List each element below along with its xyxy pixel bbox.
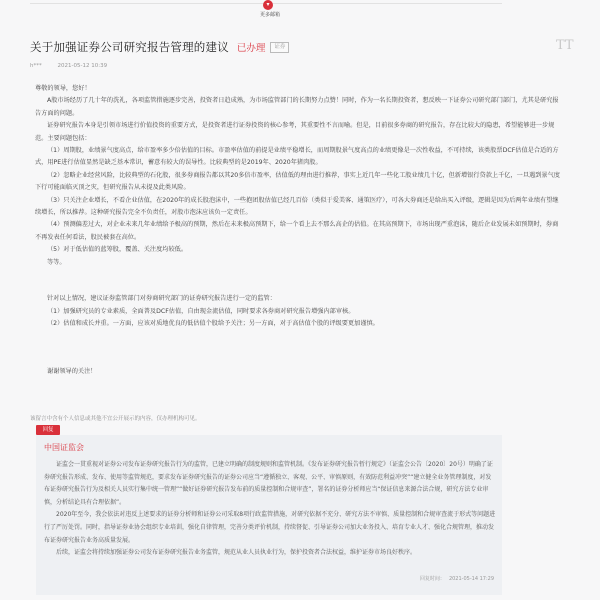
closing: 谢谢领导的关注！ xyxy=(47,368,97,376)
paragraph: （5）对于低估值的蓝筹股，覆盖、关注度均较低。 xyxy=(47,246,188,254)
paragraph: A股市场经历了几十年的洗礼，各项监管措施逐步完善，投资者日趋成熟，为市场监管部门的长期努力点赞！同时，作为一名长期投资者，想反映一下证券公司研究部门部门，尤其是研究报告方面的问题。 xyxy=(35,97,559,117)
reply-body xyxy=(44,459,496,560)
reply-paragraph: 2020年至今，我会依法对违反上述要求的证券分析师和证券公司采取8项行政监管措施，对研究依据不充分、研究方法不审慎、质量控制和合规审查流于形式等问题进行了严厉处罚。同时，指导证券业协会组织专业培训，强化自律管理，完善分类评价机制，持续督促、引导证券公司加大业务投入、培育专业人才、强化合规管理，推动发布证券研究报告业务高质量发展。 xyxy=(44,511,496,544)
reply-time xyxy=(420,575,494,582)
reply-time-value: 2021-05-14 17:29 xyxy=(448,576,494,582)
reply-paragraph: 后续，证监会将持续加强证券公司发布证券研究报告业务监管，规范从业人员执业行为，保护投资者合法权益，维护证券市场良好秩序。 xyxy=(56,549,417,557)
message-body xyxy=(35,83,560,379)
page-title: 关于加强证券公司研究报告管理的建议 xyxy=(30,40,229,54)
more-label[interactable]: 更多邮箱 xyxy=(259,12,280,18)
paragraph: 等等。 xyxy=(47,258,66,266)
category-tag[interactable]: 证券 xyxy=(270,42,289,53)
paragraph: （1）周期股，业绩景气度高点，给市盈率多少倍估值的目标。市盈率估值的前提是业绩平稳增长，而周期股景气度高点的业绩更像是一次性收益，不可持续，该类股票DCF估值是合适的方式，用PE进行估值显然是缺乏基本常识，蓄意有较大的误导性。比较典型的是2019年、2020年猪肉股。 xyxy=(35,147,559,167)
font-size-icon[interactable]: TT xyxy=(556,38,574,53)
reply-organization: 中国证监会 xyxy=(44,443,84,452)
timestamp: 2021-05-12 10:39 xyxy=(57,63,108,69)
paragraph: （4）预测偏差过大，对企业未来几年业绩给予极高的预期，然后在未来极高预期下，给一个看上去不那么高企的估值。在其高预期下，市场出现严重泡沫，随后企业发展未如预期时，券商不再发表任何看法，股民被套在高位。 xyxy=(35,221,559,241)
suggestion-item: （2）估值和成长并重。一方面，应该对质地优良的低估值个股给予关注；另一方面，对于高估值个股的评级要更加谨慎。 xyxy=(47,319,379,327)
paragraph: 证券研究报告本身是引领市场进行价值投资的重要方式，是投资者进行证券投资的核心参考，其重要性不言而喻。但是，目前很多券商的研究报告，存在比较大的隐患，希望能够进一步规范。主要问题包括： xyxy=(35,122,555,142)
paragraph: （3）只关注企业增长，不看企业估值，在2020年的成长股泡沫中，一些抱团股估值已经几百倍（类似于爱美客、通策医疗），可各大券商还是给出买入评级，逻辑是因为后两年业绩有望继续增长，所以推荐。这种研究报告完全不负责任，对股市泡沫应该负一定责任。 xyxy=(35,196,559,217)
greeting: 尊敬的领导，您好！ xyxy=(35,85,91,92)
author: h*** xyxy=(30,63,42,69)
suggestion-item: （1）加强研究员的专业素质，全面普及DCF估值，自由现金流估值，同时要求各券商对研究报告增强内部审核。 xyxy=(47,307,355,315)
privacy-disclaimer: 该留言中含有个人信息或其他不宜公开展示的内容，仅办理机构可见。 xyxy=(30,416,201,422)
post-meta xyxy=(30,63,107,69)
paragraph: （2）忽略企业经营风险，比较典型的石化股，很多券商报告都以其20多倍市盈率，估值低的理由进行推荐，事实上近几年一些化工股业绩几十亿，但新增银行贷款上千亿，一旦遇到景气度下行可能面临灭顶之灾，但研究报告从未提及此类风险。 xyxy=(35,171,560,192)
reply-paragraph: 证监会一贯重视对证券公司发布证券研究报告行为的监管，已建立明确的制度规则和监管机制。《发布证券研究报告暂行规定》（证监会公告〔2020〕20号）明确了证券研究报告形成、发布、使用等监管规范，要求发布证券研究报告的证券公司应当“遵循独立、客观、公平、审慎原则，有效防范利益冲突”“建立健全业务管理制度，对发布证券研究报告行为及相关人员实行集中统一管理”“做好证券研究报告发布前的质量控制和合规审查”，署名的证券分析师应当“保证信息来源合法合规，研究方法专业审慎，分析结论具有合理依据”。 xyxy=(44,461,493,506)
reply-box xyxy=(36,435,502,595)
reply-time-label: 回复时间： xyxy=(419,576,445,582)
reply-badge: 回复 xyxy=(36,425,60,435)
more-button[interactable] xyxy=(263,0,273,10)
chevron-down-icon: ▾ xyxy=(266,1,270,8)
status-badge: 已办理 xyxy=(236,43,266,54)
title-row xyxy=(30,39,289,55)
suggestion-intro: 针对以上情况，建议证券监管部门对券商研究部门的证券研究报告进行一定的监管： xyxy=(47,295,276,303)
